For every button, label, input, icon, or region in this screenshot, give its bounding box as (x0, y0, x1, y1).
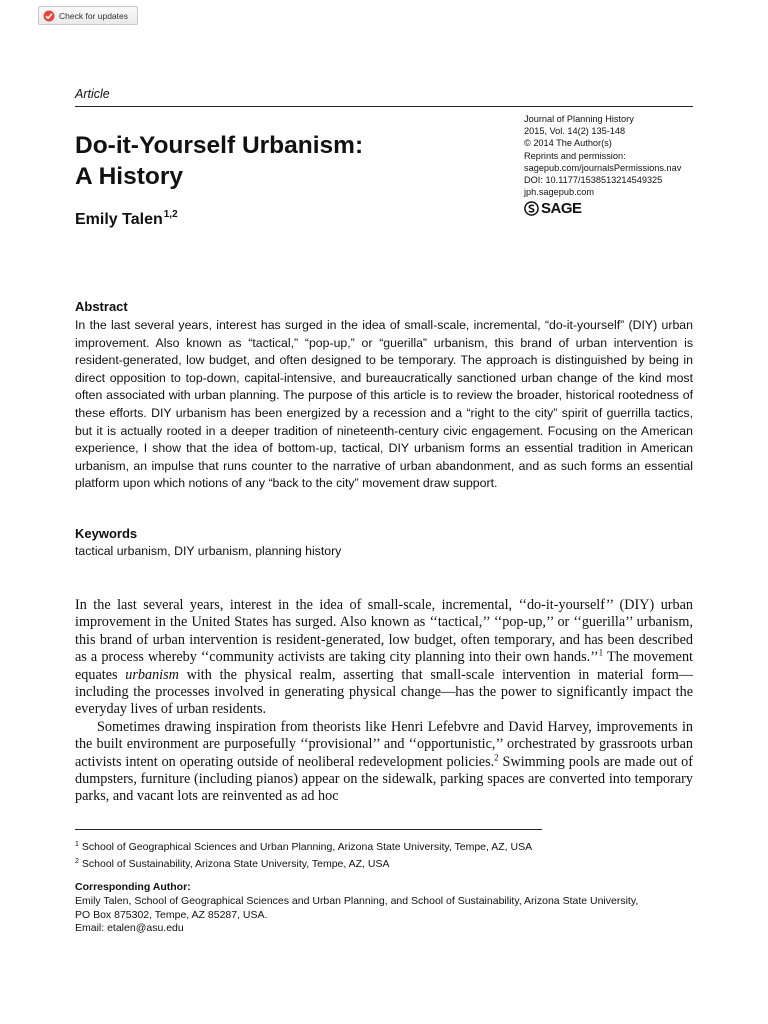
keywords-text: tactical urbanism, DIY urbanism, planning history (75, 544, 342, 558)
title-line-1: Do-it-Yourself Urbanism: (75, 132, 364, 159)
publisher-name: SAGE (541, 199, 582, 217)
article-body (75, 597, 693, 806)
article-title (75, 130, 505, 192)
footnotes (75, 838, 693, 872)
section-label: Article (75, 87, 110, 101)
sage-logo-icon (524, 201, 539, 216)
author-affiliation-ref: 1,2 (163, 209, 178, 220)
footnote (75, 838, 693, 855)
journal-name: Journal of Planning History (524, 114, 634, 124)
corresponding-address-line-1: Emily Talen, School of Geographical Sciences and Urban Planning, and School of Sustainability, Arizona State University, (75, 894, 639, 907)
corresponding-email[interactable]: Email: etalen@asu.edu (75, 922, 184, 935)
abstract-text: In the last several years, interest has surged in the idea of small-scale, incremental, “do-it-yourself” (DIY) urban improvement. Also known as “tactical,” “pop-up,” or “guerilla” urbanism, this brand of urban intervention is resident-generated, low budget, and often designed to be temporary. The approach is distinguished by being in direct opposition to top-down, capital-intensive, and bureaucratically sanctioned urban change of the kind most often associated with urban planning. The purpose of this article is to review the broader, historical rootedness of these efforts. DIY urbanism has been energized by a recession and a “right to the city” spirit of guerrilla tactics, but it is actually rooted in a deeper tradition of nineteenth-century civic engagement. Focusing on the American experience, I show that the idea of bottom-up, tactical, DIY urbanism forms an essential tradition in American urbanism, an impulse that runs counter to the narrative of urban abandonment, and as such forms an essential platform upon which notions of any “back to the city” movement draw support. (75, 318, 693, 491)
corresponding-author (75, 881, 695, 936)
footnote-text: School of Sustainability, Arizona State University, Tempe, AZ, USA (81, 857, 390, 870)
emphasis-text: urbanism (125, 666, 179, 683)
copyright-line: © 2014 The Author(s) (524, 138, 612, 149)
corresponding-address-line-2: PO Box 875302, Tempe, AZ 85287, USA. (75, 908, 268, 921)
check-for-updates-button[interactable] (38, 6, 138, 25)
body-text: Sometimes drawing inspiration from theorists like Henri Lefebvre and David Harvey, improvements in the built environment are purposefully ‘‘provisional’’ and ‘‘opportunistic,’’ orchestrated by grassroots urban activists intent on operating outside of neoliberal redevelopment policies. (75, 718, 693, 770)
title-line-2: A History (75, 163, 184, 190)
header-rule (75, 106, 693, 107)
corresponding-author-heading: Corresponding Author: (75, 881, 191, 893)
body-text: In the last several years, interest in the idea of small-scale, incremental, ‘‘do-it-yourself’’ (DIY) urban improvement in the United States has surged. Also known as ‘‘tactical,’’ ‘‘pop-up,’’ or ‘‘guerilla’’ urbanism, this brand of urban intervention is resident-generated, low budget, often temporary, and has been described as a process whereby ‘‘community activists are taking city planning into their own hands.’’ (75, 597, 693, 666)
body-text: The movement equates (75, 649, 693, 683)
footnote (75, 855, 693, 872)
journal-metadata (524, 113, 699, 216)
publisher-logo (524, 201, 699, 216)
body-paragraph-1 (75, 597, 693, 719)
body-text: Swimming pools are made out of dumpsters, furniture (including pianos) appear on the sidewalk, parking spaces are converted into temporary parks, and vacant lots are reinvented as ad hoc (75, 753, 694, 805)
journal-volume: 2015, Vol. 14(2) 135-148 (524, 126, 626, 137)
footnote-ref-1[interactable]: 1 (598, 647, 604, 658)
footnote-number: 1 (75, 841, 79, 848)
journal-site-link[interactable]: jph.sagepub.com (524, 187, 594, 198)
footnote-rule (75, 829, 542, 830)
footnote-text: School of Geographical Sciences and Urban Planning, Arizona State University, Tempe, AZ, USA (81, 841, 533, 853)
footnote-number: 2 (75, 857, 79, 865)
body-paragraph-2 (75, 719, 693, 806)
check-for-updates-label: Check for updates (59, 10, 128, 21)
author-byline (75, 209, 178, 229)
check-updates-icon (43, 10, 55, 22)
author-name: Emily Talen (75, 211, 163, 228)
keywords-heading: Keywords (75, 526, 138, 541)
reprints-label: Reprints and permission: (524, 150, 626, 161)
doi-link[interactable]: DOI: 10.1177/1538513214549325 (524, 175, 663, 186)
reprints-link[interactable]: sagepub.com/journalsPermissions.nav (524, 162, 682, 173)
body-text: with the physical realm, asserting that small-scale intervention in material form—including the processes involved in generating physical change—has the power to significantly impact the everyday lives of urban residents. (75, 666, 693, 718)
abstract-heading: Abstract (75, 299, 128, 314)
footnote-ref-2[interactable]: 2 (494, 751, 499, 762)
